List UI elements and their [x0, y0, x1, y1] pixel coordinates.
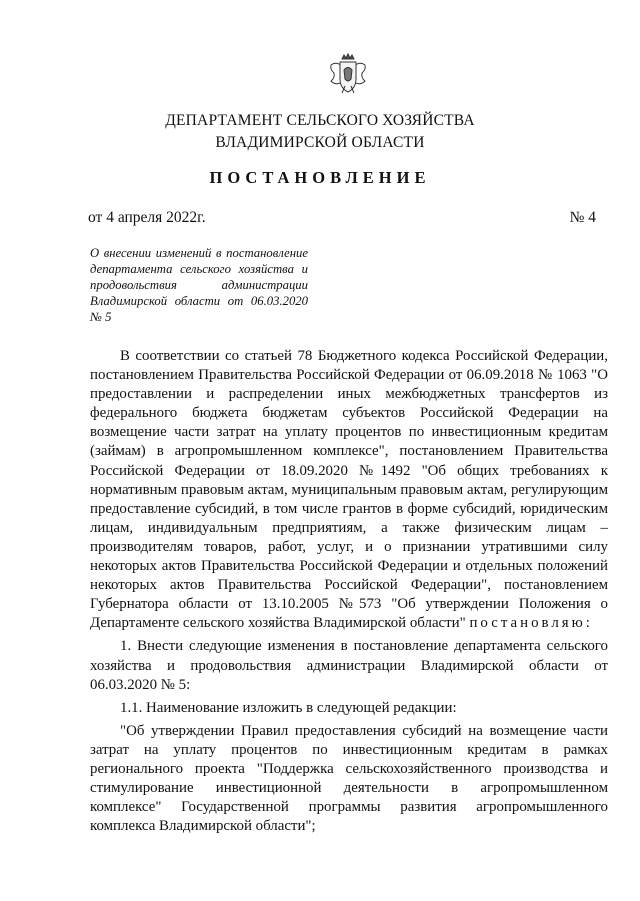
document-number: № 4 [569, 209, 596, 226]
preamble-text: В соответствии со статьей 78 Бюджетного кодекса Российской Федерации, постановлением Правительства Российской Федерации от 06.09.2018 № 1063 "О предоставлении и распределении иных межбюджетных трансфертов из федерального бюджета бюджетам субъектов Российской Федерации на возмещение части затрат на уплату процентов по инвестиционным кредитам (займам) в агропромышленном комплексе", постановлением Правительства Российской Федерации от 18.09.2020 №1492 "Об общих требованиях к нормативным правовым актам, муниципальным правовым актам, регулирующим предоставление субсидий, в том числе грантов в форме субсидий, юридическим лицам, индивидуальным предприятиям, а также физическим лицам – производителям товаров, работ, услуг, и о признании утратившими силу некоторых актов Правительства Российской Федерации и отдельных положений некоторых актов Правительства Российской Федерации", постановлением Губернатора области от 13.10.2005 №573 "Об утверждении Положения о Департаменте сельского хозяйства Владимирской области" [90, 348, 608, 632]
department-name-line1: ДЕПАРТАМЕНТ СЕЛЬСКОГО ХОЗЯЙСТВА [165, 112, 475, 129]
item-1-1-paragraph: 1.1. Наименование изложить в следующей редакции: [120, 699, 457, 716]
document-body [90, 347, 608, 836]
document-date: от 4 апреля 2022г. [88, 209, 206, 226]
coat-of-arms-icon [326, 52, 370, 96]
preamble-paragraph [90, 347, 608, 633]
item-1-paragraph: 1. Внести следующие изменения в постановление департамента сельского хозяйства и продовольствия администрации Владимирской области от 06.03.2020 № 5: [90, 638, 608, 693]
document-subject: О внесении изменений в постановление департамента сельского хозяйства и продовольствия администрации Владимирской области от 06.03.2020 № 5 [90, 246, 308, 324]
new-title-paragraph: "Об утверждении Правил предоставления субсидий на возмещение части затрат на уплату процентов по инвестиционным кредитам в рамках регионального проекта "Поддержка сельскохозяйственного производства и стимулирование инвестиционной деятельности в агропромышленном комплексе" Государственной программы развития агропромышленного комплекса Владимирской области"; [90, 722, 608, 835]
decree-word: постановляю: [469, 615, 593, 632]
document-type-title: ПОСТАНОВЛЕНИЕ [209, 168, 431, 187]
department-name-line2: ВЛАДИМИРСКОЙ ОБЛАСТИ [215, 134, 425, 151]
